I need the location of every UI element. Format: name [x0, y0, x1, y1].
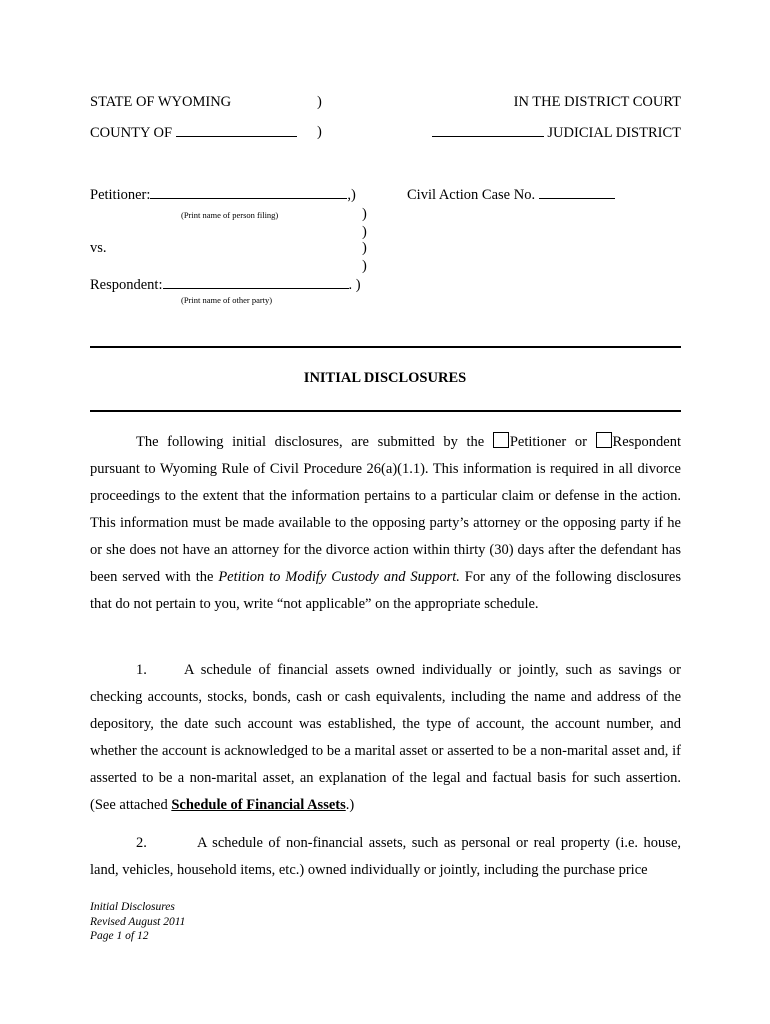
caption-paren: . ) — [348, 277, 361, 293]
item-text: A schedule of financial assets owned individually or jointly, such as savings or checking accounts, stocks, bonds, cash or cash equivalents, including the name and address of the depository, the date such account was established, the type of account, the account number, and whether the account is acknowledged to be a marital asset or asserted to be a non-marital asset and, if asserted to be a non-marital asset, an explanation of the legal and factual basis for such assertion. (See attached — [90, 662, 681, 813]
respondent-checkbox[interactable] — [596, 432, 612, 448]
caption-paren: ) — [317, 94, 322, 110]
intro-text: pursuant to Wyoming Rule of Civil Procedure 26(a)(1.1). This information is required in all divorce proceedings to the extent that the information pertains to a particular claim or defense in the action. This information must be made available to the opposing party’s attorney or the opposing party if he or she does not have an attorney for the divorce action within thirty (30) days after the defendant has been served with the — [90, 461, 681, 585]
county-line — [90, 124, 297, 142]
item-tail: .) — [345, 797, 355, 813]
intro-paragraph — [90, 429, 681, 618]
item-text: A schedule of non-financial assets, such as personal or real property (i.e. house, land, vehicles, household items, etc.) owned individually or jointly, including the purchase price — [90, 835, 681, 878]
intro-petition-title: Petition to Modify Custody and Support. — [218, 569, 460, 585]
petitioner-field[interactable] — [150, 186, 347, 199]
caption-paren: ) — [362, 240, 367, 256]
footer-revision: Revised August 2011 — [90, 915, 186, 928]
page-footer — [90, 900, 185, 944]
district-label: JUDICIAL DISTRICT — [547, 125, 681, 141]
document-title: INITIAL DISCLOSURES — [303, 370, 467, 386]
intro-lead: The following initial disclosures, are submitted by the — [136, 434, 485, 450]
respondent-option-label: Respondent — [612, 434, 682, 450]
footer-title: Initial Disclosures — [90, 901, 175, 913]
county-field[interactable] — [176, 124, 297, 137]
petitioner-hint: (Print name of person filing) — [181, 210, 279, 220]
title-rule-bottom — [90, 410, 681, 412]
schedule-financial-assets-link[interactable]: Schedule of Financial Assets — [171, 797, 346, 813]
title-rule-top — [90, 346, 681, 348]
respondent-hint: (Print name of other party) — [181, 295, 273, 305]
intro-text-2: For any of the following disclosures that do not pertain to you, write “not applicable” on the appropriate schedule. — [90, 569, 681, 612]
disclosure-item-1 — [90, 657, 681, 819]
petitioner-line — [90, 186, 356, 204]
caption-paren: ) — [362, 206, 367, 222]
state-label: STATE OF WYOMING — [90, 94, 232, 110]
item-number: 2. — [136, 835, 147, 851]
respondent-line — [90, 276, 361, 294]
petitioner-label: Petitioner: — [90, 187, 151, 203]
county-label: COUNTY OF — [90, 125, 173, 141]
court-label: IN THE DISTRICT COURT — [513, 94, 681, 110]
case-no-field[interactable] — [539, 186, 615, 199]
case-no-label: Civil Action Case No. — [407, 187, 536, 203]
case-no-line — [407, 186, 615, 204]
disclosure-item-2 — [90, 830, 681, 884]
vs-label: vs. — [90, 240, 107, 256]
footer-page-number: Page 1 of 12 — [90, 930, 149, 942]
caption-paren: ,) — [347, 187, 356, 203]
caption-paren: ) — [362, 224, 367, 240]
respondent-label: Respondent: — [90, 277, 163, 293]
petitioner-checkbox[interactable] — [493, 432, 509, 448]
caption-paren: ) — [362, 258, 367, 274]
item-number: 1. — [136, 662, 147, 678]
district-field[interactable] — [432, 124, 544, 137]
district-line — [432, 124, 681, 142]
caption-paren: ) — [317, 124, 322, 140]
petitioner-option-label: Petitioner or — [509, 434, 587, 450]
respondent-field[interactable] — [163, 276, 349, 289]
